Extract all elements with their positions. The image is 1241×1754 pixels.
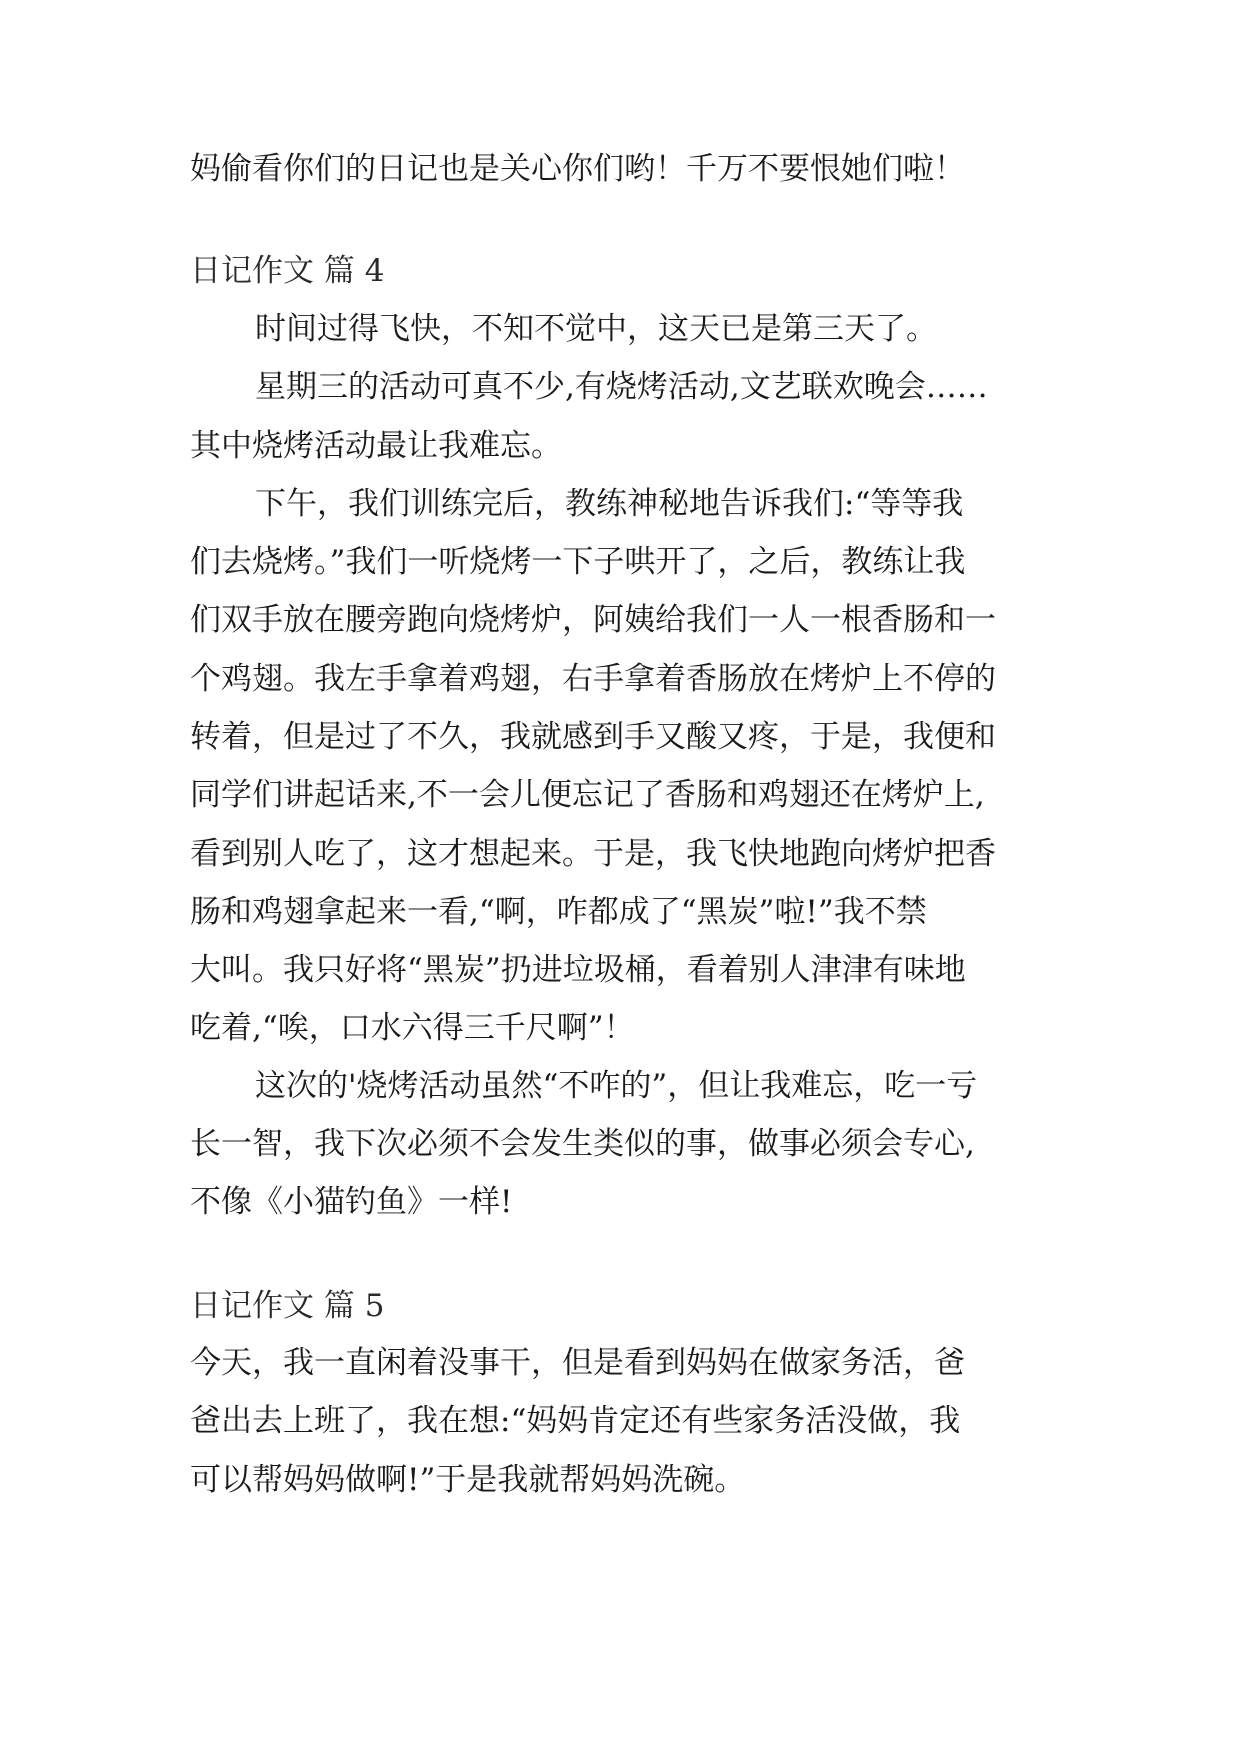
paragraph-line: 时间过得飞快，不知不觉中，这天已是第三天了。 — [255, 311, 937, 347]
paragraph-line: 们双手放在腰旁跑向烧烤炉，阿姨给我们一人一根香肠和一 — [190, 602, 996, 638]
continuation-line: 妈偷看你们的日记也是关心你们哟！千万不要恨她们啦！ — [190, 151, 965, 187]
paragraph-line: 其中烧烤活动最让我难忘。 — [190, 428, 562, 464]
paragraph-line: 大叫。我只好将“黑炭”扔进垃圾桶，看着别人津津有味地 — [190, 952, 966, 988]
paragraph-line: 下午，我们训练完后，教练神秘地告诉我们:“等等我 — [255, 486, 964, 522]
paragraph-line: 今天，我一直闲着没事干，但是看到妈妈在做家务活，爸 — [190, 1345, 965, 1381]
paragraph-line: 爸出去上班了，我在想:“妈妈肯定还有些家务活没做，我 — [190, 1403, 961, 1439]
paragraph-line: 吃着,“唉，口水六得三千尺啊”！ — [190, 1010, 635, 1046]
paragraph-line: 这次的'烧烤活动虽然“不咋的”，但让我难忘，吃一亏 — [255, 1068, 978, 1104]
paragraph-line: 转着，但是过了不久，我就感到手又酸又疼，于是，我便和 — [190, 719, 996, 755]
paragraph-line: 肠和鸡翅拿起来一看,“啊，咋都成了“黑炭”啦!”我不禁 — [190, 894, 927, 930]
section-5-title: 日记作文 篇 5 — [190, 1288, 385, 1324]
paragraph-line: 星期三的活动可真不少,有烧烤活动,文艺联欢晚会…… — [255, 369, 988, 405]
paragraph-line: 看到别人吃了，这才想起来。于是，我飞快地跑向烤炉把香 — [190, 836, 996, 872]
section-4-title: 日记作文 篇 4 — [190, 253, 385, 289]
paragraph-line: 可以帮妈妈做啊!”于是我就帮妈妈洗碗。 — [190, 1462, 746, 1498]
paragraph-line: 个鸡翅。我左手拿着鸡翅，右手拿着香肠放在烤炉上不停的 — [190, 661, 996, 697]
paragraph-line: 们去烧烤。”我们一听烧烤一下子哄开了，之后，教练让我 — [190, 544, 966, 580]
paragraph-line: 长一智，我下次必须不会发生类似的事，做事必须会专心, — [190, 1126, 975, 1162]
paragraph-line: 同学们讲起话来,不一会儿便忘记了香肠和鸡翅还在烤炉上, — [190, 777, 985, 813]
paragraph-line: 不像《小猫钓鱼》一样! — [190, 1184, 513, 1220]
